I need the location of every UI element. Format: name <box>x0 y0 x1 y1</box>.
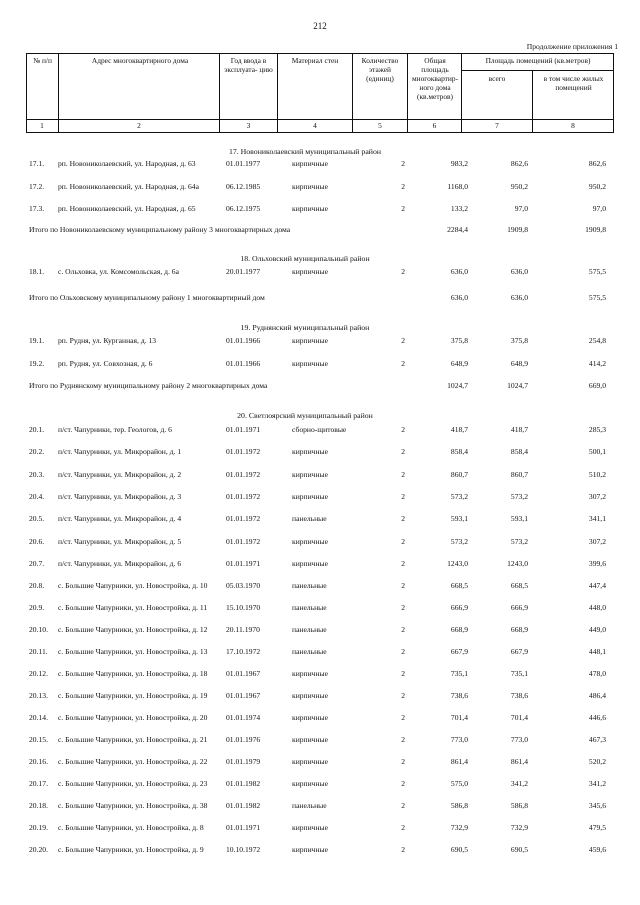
row-total-area: 690,5 <box>450 845 468 854</box>
row-address: с. Большие Чапурники, ул. Новостройка, д. 8 <box>58 823 204 832</box>
row-address: с. Большие Чапурники, ул. Новостройка, д. 13 <box>58 647 208 656</box>
row-floors: 2 <box>401 537 405 546</box>
section-title: 19. Руднянский муниципальный район <box>240 323 370 332</box>
row-premises-total: 418,7 <box>510 425 528 434</box>
row-number: 20.2. <box>29 447 45 456</box>
row-floors: 2 <box>401 204 405 213</box>
row-material: кирпичные <box>292 779 329 788</box>
row-floors: 2 <box>401 647 405 656</box>
row-year: 01.01.1979 <box>226 757 261 766</box>
row-total-area: 666,9 <box>450 603 468 612</box>
row-premises-living: 341,1 <box>588 514 606 523</box>
row-floors: 2 <box>401 625 405 634</box>
row-address: рп. Рудня, ул. Курганная, д. 13 <box>58 336 157 345</box>
row-address: с. Большие Чапурники, ул. Новостройка, д. 12 <box>58 625 208 634</box>
section-title: 17. Новониколаевский муниципальный район <box>228 147 382 156</box>
row-floors: 2 <box>401 823 405 832</box>
row-year: 01.01.1967 <box>226 691 261 700</box>
row-number: 20.18. <box>29 801 48 810</box>
total-label: Итого по Руднянскому муниципальному району 2 многоквартирных дома <box>29 381 268 390</box>
row-number: 20.6. <box>29 537 45 546</box>
row-premises-living: 449,0 <box>588 625 606 634</box>
row-floors: 2 <box>401 779 405 788</box>
row-number: 20.16. <box>29 757 48 766</box>
header-num-8: 8 <box>571 121 575 130</box>
row-material: кирпичные <box>292 492 329 501</box>
row-number: 20.9. <box>29 603 45 612</box>
header-col-address: Адрес многоквартирного дома <box>91 56 189 65</box>
row-premises-total: 668,5 <box>510 581 528 590</box>
row-floors: 2 <box>401 359 405 368</box>
row-floors: 2 <box>401 603 405 612</box>
row-year: 15.10.1970 <box>226 603 261 612</box>
row-number: 20.14. <box>29 713 48 722</box>
row-premises-total: 858,4 <box>510 447 528 456</box>
total-area: 2284,4 <box>447 225 468 234</box>
row-premises-living: 467,3 <box>588 735 606 744</box>
row-number: 20.17. <box>29 779 48 788</box>
row-premises-living: 500,1 <box>588 447 606 456</box>
header-col-premises-area: Площадь помещений (кв.метров) <box>485 56 591 65</box>
row-address: п/ст. Чапурники, тер. Геологов, д. 6 <box>58 425 172 434</box>
row-total-area: 983,2 <box>450 159 468 168</box>
row-premises-living: 341,2 <box>588 779 606 788</box>
row-total-area: 732,9 <box>450 823 468 832</box>
row-number: 20.15. <box>29 735 48 744</box>
row-total-area: 573,2 <box>450 537 468 546</box>
row-material: кирпичные <box>292 447 329 456</box>
header-num-2: 2 <box>137 121 141 130</box>
row-year: 17.10.1972 <box>226 647 261 656</box>
row-number: 20.11. <box>29 647 48 656</box>
section-title: 18. Ольховский муниципальный район <box>240 254 370 263</box>
header-num-3: 3 <box>246 121 251 130</box>
row-premises-total: 97,0 <box>514 204 528 213</box>
row-material: панельные <box>292 581 327 590</box>
row-premises-living: 479,5 <box>588 823 606 832</box>
row-number: 20.1. <box>29 425 45 434</box>
row-number: 20.20. <box>29 845 48 854</box>
row-total-area: 573,2 <box>450 492 468 501</box>
row-year: 01.01.1972 <box>226 537 261 546</box>
row-premises-total: 375,8 <box>510 336 528 345</box>
row-address: рп. Рудня, ул. Совхозная, д. 6 <box>58 359 153 368</box>
row-year: 06.12.1975 <box>226 204 261 213</box>
row-address: с. Большие Чапурники, ул. Новостройка, д. 11 <box>58 603 208 612</box>
continuation-note: Продолжение приложения 1 <box>526 42 618 51</box>
row-total-area: 701,4 <box>450 713 468 722</box>
row-total-area: 418,7 <box>450 425 468 434</box>
row-year: 01.01.1977 <box>226 159 261 168</box>
row-material: кирпичные <box>292 845 329 854</box>
row-premises-total: 701,4 <box>510 713 528 722</box>
row-premises-total: 666,9 <box>510 603 528 612</box>
row-material: кирпичные <box>292 735 329 744</box>
row-floors: 2 <box>401 669 405 678</box>
row-material: кирпичные <box>292 757 329 766</box>
row-number: 20.13. <box>29 691 48 700</box>
header-num-5: 5 <box>378 121 382 130</box>
row-premises-total: 773,0 <box>510 735 528 744</box>
row-premises-total: 732,9 <box>510 823 528 832</box>
row-year: 01.01.1971 <box>226 425 261 434</box>
row-address: с. Большие Чапурники, ул. Новостройка, д. 18 <box>58 669 208 678</box>
row-floors: 2 <box>401 267 405 276</box>
row-year: 20.11.1970 <box>226 625 260 634</box>
row-address: с. Большие Чапурники, ул. Новостройка, д. 19 <box>58 691 208 700</box>
total-premises: 636,0 <box>510 293 528 302</box>
row-address: п/ст. Чапурники, ул. Микрорайон, д. 4 <box>58 514 182 523</box>
header-col-material: Материал стен <box>291 56 339 65</box>
row-total-area: 668,5 <box>450 581 468 590</box>
row-premises-living: 478,0 <box>588 669 606 678</box>
row-number: 20.7. <box>29 559 45 568</box>
row-number: 19.2. <box>29 359 45 368</box>
row-premises-total: 667,9 <box>510 647 528 656</box>
row-premises-living: 575,5 <box>588 267 606 276</box>
row-floors: 2 <box>401 514 405 523</box>
row-number: 20.5. <box>29 514 45 523</box>
row-address: п/ст. Чапурники, ул. Микрорайон, д. 3 <box>58 492 182 501</box>
row-premises-living: 459,6 <box>588 845 606 854</box>
total-area: 1024,7 <box>447 381 468 390</box>
row-year: 10.10.1972 <box>226 845 261 854</box>
row-premises-total: 573,2 <box>510 537 528 546</box>
row-material: кирпичные <box>292 691 329 700</box>
row-premises-total: 738,6 <box>510 691 528 700</box>
total-living: 575,5 <box>588 293 606 302</box>
row-premises-total: 341,2 <box>510 779 528 788</box>
row-premises-living: 414,2 <box>588 359 606 368</box>
row-total-area: 1168,0 <box>447 182 468 191</box>
row-material: кирпичные <box>292 537 329 546</box>
row-material: панельные <box>292 647 327 656</box>
row-address: п/ст. Чапурники, ул. Микрорайон, д. 5 <box>58 537 182 546</box>
row-year: 01.01.1976 <box>226 735 261 744</box>
row-number: 17.3. <box>29 204 45 213</box>
row-number: 20.12. <box>29 669 48 678</box>
row-total-area: 593,1 <box>450 514 468 523</box>
row-premises-total: 648,9 <box>510 359 528 368</box>
row-total-area: 668,9 <box>450 625 468 634</box>
row-material: кирпичные <box>292 204 329 213</box>
row-floors: 2 <box>401 735 405 744</box>
row-total-area: 773,0 <box>450 735 468 744</box>
row-year: 01.01.1972 <box>226 447 261 456</box>
row-year: 01.01.1971 <box>226 559 261 568</box>
row-total-area: 735,1 <box>450 669 468 678</box>
row-number: 20.10. <box>29 625 48 634</box>
row-total-area: 575,0 <box>450 779 468 788</box>
row-address: с. Большие Чапурники, ул. Новостройка, д. 20 <box>58 713 208 722</box>
row-premises-living: 448,1 <box>588 647 606 656</box>
row-number: 18.1. <box>29 267 45 276</box>
row-premises-total: 573,2 <box>510 492 528 501</box>
row-total-area: 738,6 <box>450 691 468 700</box>
row-premises-total: 668,9 <box>510 625 528 634</box>
row-material: панельные <box>292 603 327 612</box>
row-total-area: 648,9 <box>450 359 468 368</box>
row-premises-living: 254,8 <box>588 336 606 345</box>
row-premises-living: 862,6 <box>588 159 606 168</box>
row-address: рп. Новониколаевский, ул. Народная, д. 64а <box>58 182 199 191</box>
total-living: 1909,8 <box>585 225 606 234</box>
row-floors: 2 <box>401 801 405 810</box>
total-label: Итого по Ольховскому муниципальному району 1 многоквартирный дом <box>29 293 265 302</box>
row-address: п/ст. Чапурники, ул. Микрорайон, д. 6 <box>58 559 182 568</box>
row-address: с. Большие Чапурники, ул. Новостройка, д. 10 <box>58 581 208 590</box>
row-premises-living: 486,4 <box>588 691 606 700</box>
row-address: рп. Новониколаевский, ул. Народная, д. 63 <box>58 159 196 168</box>
row-premises-living: 307,2 <box>588 492 606 501</box>
row-address: с. Ольховка, ул. Комсомольская, д. 6а <box>58 267 179 276</box>
row-floors: 2 <box>401 757 405 766</box>
row-material: кирпичные <box>292 669 329 678</box>
row-material: панельные <box>292 801 327 810</box>
header-col-floors: Количество этажей (единиц) <box>361 56 399 83</box>
row-premises-total: 861,4 <box>510 757 528 766</box>
header-col-premises-total: всего <box>488 74 506 83</box>
row-number: 20.4. <box>29 492 45 501</box>
row-floors: 2 <box>401 492 405 501</box>
row-material: панельные <box>292 625 327 634</box>
row-total-area: 1243,0 <box>447 559 468 568</box>
row-floors: 2 <box>401 182 405 191</box>
row-floors: 2 <box>401 581 405 590</box>
row-year: 01.01.1966 <box>226 359 261 368</box>
row-year: 01.01.1982 <box>226 801 261 810</box>
row-premises-living: 446,6 <box>588 713 606 722</box>
row-premises-living: 285,3 <box>588 425 606 434</box>
row-floors: 2 <box>401 425 405 434</box>
row-floors: 2 <box>401 691 405 700</box>
page-number: 212 <box>313 21 327 31</box>
row-year: 06.12.1985 <box>226 182 261 191</box>
row-total-area: 586,8 <box>450 801 468 810</box>
row-year: 01.01.1972 <box>226 492 261 501</box>
total-premises: 1909,8 <box>507 225 528 234</box>
row-premises-living: 345,6 <box>588 801 606 810</box>
row-premises-total: 735,1 <box>510 669 528 678</box>
row-year: 05.03.1970 <box>226 581 261 590</box>
row-address: с. Большие Чапурники, ул. Новостройка, д. 23 <box>58 779 208 788</box>
row-number: 20.8. <box>29 581 45 590</box>
total-premises: 1024,7 <box>507 381 528 390</box>
header-col-year: Год ввода в эксплуата- цию <box>224 56 273 74</box>
row-address: рп. Новониколаевский, ул. Народная, д. 65 <box>58 204 196 213</box>
row-total-area: 861,4 <box>450 757 468 766</box>
header-col-total-area: Общая площадь многоквартир- ного дома (кв.метров) <box>411 56 459 101</box>
row-premises-living: 448,0 <box>588 603 606 612</box>
row-material: панельные <box>292 514 327 523</box>
row-premises-living: 510,2 <box>588 470 606 479</box>
section-title: 20. Светлоярский муниципальный район <box>237 411 373 420</box>
row-material: кирпичные <box>292 159 329 168</box>
row-total-area: 667,9 <box>450 647 468 656</box>
row-floors: 2 <box>401 845 405 854</box>
row-total-area: 858,4 <box>450 447 468 456</box>
row-premises-living: 520,2 <box>588 757 606 766</box>
row-premises-total: 862,6 <box>510 159 528 168</box>
header-num-1: 1 <box>40 121 44 130</box>
row-total-area: 375,8 <box>450 336 468 345</box>
row-address: п/ст. Чапурники, ул. Микрорайон, д. 2 <box>58 470 182 479</box>
row-material: кирпичные <box>292 267 329 276</box>
row-address: с. Большие Чапурники, ул. Новостройка, д. 22 <box>58 757 208 766</box>
row-number: 17.1. <box>29 159 45 168</box>
row-premises-living: 950,2 <box>588 182 606 191</box>
header-num-4: 4 <box>313 121 317 130</box>
row-year: 01.01.1967 <box>226 669 261 678</box>
row-material: кирпичные <box>292 182 329 191</box>
row-floors: 2 <box>401 447 405 456</box>
row-year: 01.01.1972 <box>226 514 261 523</box>
row-year: 01.01.1972 <box>226 470 261 479</box>
row-year: 01.01.1982 <box>226 779 261 788</box>
row-material: кирпичные <box>292 713 329 722</box>
row-floors: 2 <box>401 159 405 168</box>
row-premises-total: 1243,0 <box>507 559 528 568</box>
row-premises-living: 399,6 <box>588 559 606 568</box>
row-material: кирпичные <box>292 336 329 345</box>
header-num-6: 6 <box>432 121 437 130</box>
row-floors: 2 <box>401 470 405 479</box>
row-floors: 2 <box>401 713 405 722</box>
row-premises-total: 593,1 <box>510 514 528 523</box>
total-label: Итого по Новониколаевскому муниципальному району 3 многоквартирных дома <box>29 225 291 234</box>
row-number: 20.3. <box>29 470 45 479</box>
row-material: кирпичные <box>292 470 329 479</box>
row-premises-living: 447,4 <box>588 581 606 590</box>
row-material: кирпичные <box>292 359 329 368</box>
row-total-area: 636,0 <box>450 267 468 276</box>
total-living: 669,0 <box>588 381 606 390</box>
row-address: с. Большие Чапурники, ул. Новостройка, д. 21 <box>58 735 208 744</box>
row-year: 01.01.1971 <box>226 823 261 832</box>
row-floors: 2 <box>401 559 405 568</box>
row-premises-total: 860,7 <box>510 470 528 479</box>
row-total-area: 133,2 <box>450 204 468 213</box>
row-address: с. Большие Чапурники, ул. Новостройка, д. 38 <box>58 801 208 810</box>
header-col-number: № п/п <box>33 56 52 65</box>
row-address: с. Большие Чапурники, ул. Новостройка, д. 9 <box>58 845 204 854</box>
row-material: сборно-щитовые <box>292 425 347 434</box>
row-premises-total: 586,8 <box>510 801 528 810</box>
row-premises-living: 97,0 <box>592 204 606 213</box>
header-col-premises-living: в том числе жилых помещений <box>543 74 604 92</box>
row-number: 19.1. <box>29 336 45 345</box>
row-year: 01.01.1966 <box>226 336 261 345</box>
row-material: кирпичные <box>292 559 329 568</box>
row-year: 01.01.1974 <box>226 713 261 722</box>
header-num-7: 7 <box>495 121 499 130</box>
row-floors: 2 <box>401 336 405 345</box>
row-premises-living: 307,2 <box>588 537 606 546</box>
row-premises-total: 690,5 <box>510 845 528 854</box>
row-year: 20.01.1977 <box>226 267 261 276</box>
total-area: 636,0 <box>450 293 468 302</box>
row-number: 20.19. <box>29 823 48 832</box>
row-number: 17.2. <box>29 182 45 191</box>
row-premises-total: 950,2 <box>510 182 528 191</box>
row-material: кирпичные <box>292 823 329 832</box>
row-total-area: 860,7 <box>450 470 468 479</box>
row-address: п/ст. Чапурники, ул. Микрорайон, д. 1 <box>58 447 182 456</box>
row-premises-total: 636,0 <box>510 267 528 276</box>
